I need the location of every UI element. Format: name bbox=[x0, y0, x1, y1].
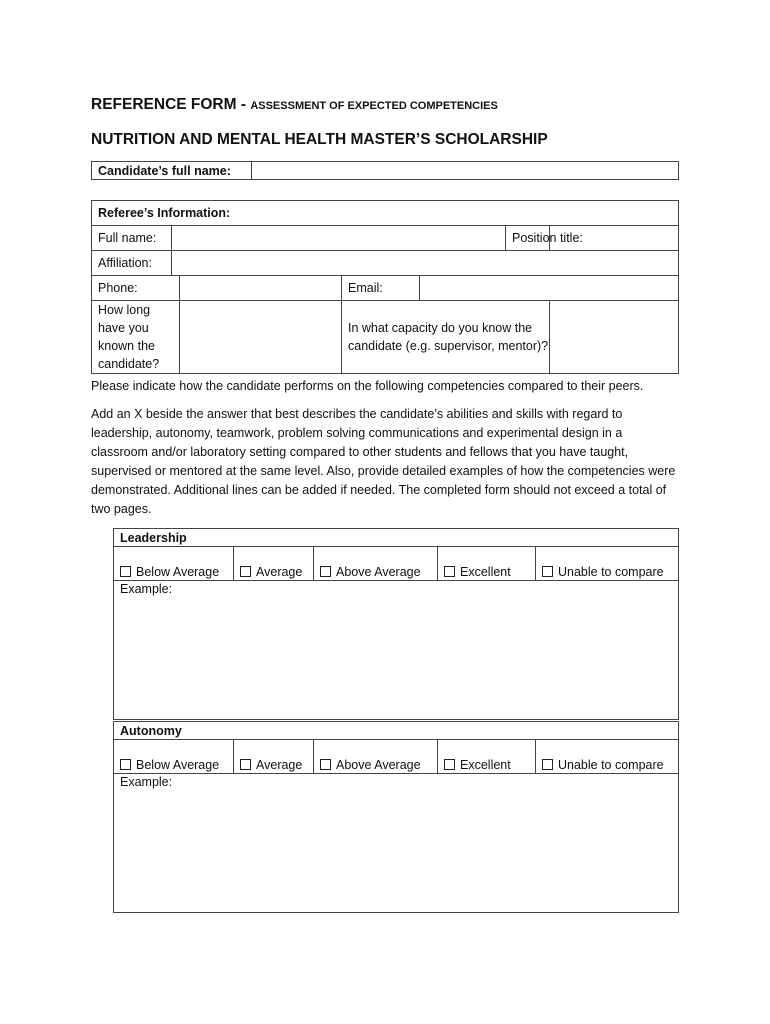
option-unable-to-compare[interactable] bbox=[536, 547, 679, 581]
checkbox-icon[interactable] bbox=[444, 566, 455, 577]
option-label: Above Average bbox=[336, 758, 421, 772]
option-label: Unable to compare bbox=[558, 565, 664, 579]
checkbox-icon[interactable] bbox=[120, 759, 131, 770]
checkbox-icon[interactable] bbox=[120, 566, 131, 577]
title-subtitle: ASSESSMENT OF EXPECTED COMPETENCIES bbox=[250, 100, 498, 112]
option-excellent[interactable] bbox=[438, 547, 536, 581]
competency-table-autonomy bbox=[113, 721, 679, 913]
competency-table-leadership bbox=[113, 528, 679, 720]
phone-field[interactable] bbox=[180, 276, 342, 301]
checkbox-icon[interactable] bbox=[240, 566, 251, 577]
checkbox-icon[interactable] bbox=[444, 759, 455, 770]
option-label: Above Average bbox=[336, 565, 421, 579]
option-excellent[interactable] bbox=[438, 740, 536, 774]
how-long-line2: known the candidate? bbox=[98, 339, 160, 371]
competency-heading: Leadership bbox=[114, 529, 679, 547]
capacity-label bbox=[342, 301, 550, 374]
option-label: Average bbox=[256, 565, 303, 579]
checkbox-icon[interactable] bbox=[542, 759, 553, 770]
option-label: Below Average bbox=[136, 758, 220, 772]
full-name-field[interactable] bbox=[172, 226, 506, 251]
candidate-name-field[interactable] bbox=[252, 162, 679, 180]
full-name-label: Full name: bbox=[92, 226, 172, 251]
option-above-average[interactable] bbox=[314, 740, 438, 774]
example-label: Example: bbox=[120, 582, 173, 596]
how-long-label bbox=[92, 301, 180, 374]
option-average[interactable] bbox=[234, 740, 314, 774]
candidate-name-label: Candidate’s full name: bbox=[92, 162, 252, 180]
option-label: Excellent bbox=[460, 758, 511, 772]
title-main: REFERENCE FORM - bbox=[91, 96, 251, 113]
email-label: Email: bbox=[342, 276, 420, 301]
capacity-line2: candidate (e.g. supervisor, mentor)? bbox=[348, 339, 549, 353]
phone-label: Phone: bbox=[92, 276, 180, 301]
instruction-paragraph-1: Please indicate how the candidate performs on the following competencies compared to their peers. bbox=[91, 379, 644, 393]
referee-table bbox=[91, 200, 679, 374]
option-below-average[interactable] bbox=[114, 740, 234, 774]
instruction-paragraph-2: Add an X beside the answer that best describes the candidate’s abilities and skills with regard to leadership, autonomy, teamwork, problem solving communications and experimental design in a classroom and/or laboratory setting compared to other students and fellows that you have taught, supervised or mentored at the same level. Also, provide detailed examples of how the competencies were demonstrated. Additional lines can be added if needed. The completed form should not exceed a total of two pages. bbox=[91, 407, 676, 516]
scholarship-title: NUTRITION AND MENTAL HEALTH MASTER’S SCHOLARSHIP bbox=[91, 131, 548, 148]
option-unable-to-compare[interactable] bbox=[536, 740, 679, 774]
option-label: Unable to compare bbox=[558, 758, 664, 772]
checkbox-icon[interactable] bbox=[240, 759, 251, 770]
option-label: Below Average bbox=[136, 565, 220, 579]
option-above-average[interactable] bbox=[314, 547, 438, 581]
how-long-line1: How long have you bbox=[98, 303, 151, 335]
candidate-table bbox=[91, 161, 679, 180]
checkbox-icon[interactable] bbox=[542, 566, 553, 577]
example-field[interactable] bbox=[114, 774, 679, 913]
checkbox-icon[interactable] bbox=[320, 759, 331, 770]
affiliation-field[interactable] bbox=[172, 251, 679, 276]
position-title-label bbox=[506, 226, 583, 251]
example-field[interactable] bbox=[114, 581, 679, 720]
how-long-field[interactable] bbox=[180, 301, 342, 374]
email-field[interactable] bbox=[420, 276, 679, 301]
option-label: Average bbox=[256, 758, 303, 772]
option-label: Excellent bbox=[460, 565, 511, 579]
capacity-field[interactable] bbox=[550, 301, 679, 374]
option-below-average[interactable] bbox=[114, 547, 234, 581]
option-average[interactable] bbox=[234, 547, 314, 581]
competency-heading: Autonomy bbox=[114, 722, 679, 740]
form-title bbox=[91, 96, 498, 114]
position-title-text: Position title: bbox=[512, 231, 583, 245]
checkbox-icon[interactable] bbox=[320, 566, 331, 577]
referee-heading: Referee’s Information: bbox=[92, 201, 679, 226]
capacity-line1: In what capacity do you know the bbox=[348, 321, 533, 335]
affiliation-label: Affiliation: bbox=[92, 251, 172, 276]
example-label: Example: bbox=[120, 775, 173, 789]
